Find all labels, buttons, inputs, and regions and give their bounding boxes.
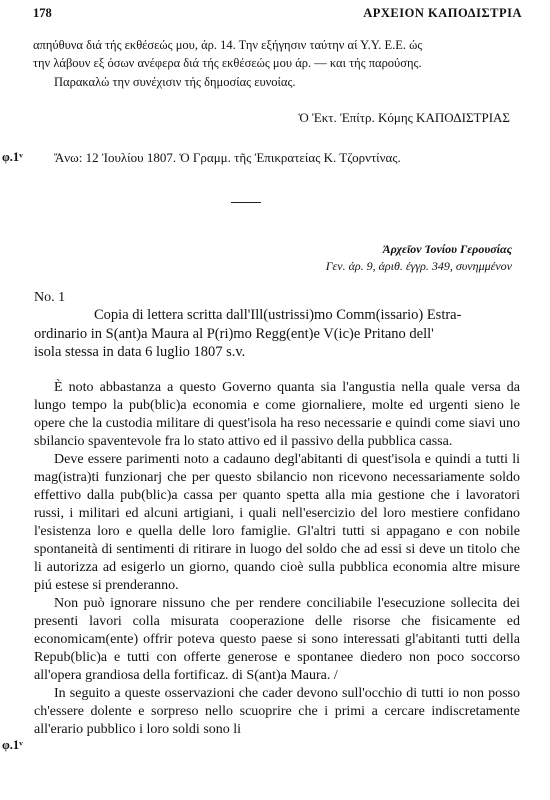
body-paragraph: In seguito a queste osservazioni che cader devono sull'occhio di tutti io non posso ch'essere dolente e sorpreso nello scuoprire che i primi a cercare indiscretamente all'erario pubblico i loro soldi sono li [34, 686, 520, 737]
body-paragraph: Non può ignorare nissuno che per rendere conciliabile l'esecuzione sollecita dei presenti lavori colla misurata cooperazione delle risorse che fisicamente ed economicam(ente) offrir poteva questo paese si sono interessati gl'abitanti tutti della Repub(blic)a e tutti con offerte generose e spontanee diedero non poco soccorso all'opera grandiosa della fortificaz. di S(ant)a Maura. / [34, 596, 520, 683]
source-reference: Γεν. άρ. 9, άριθ. έγγρ. 349, συνημμένον [325, 259, 512, 273]
margin-folio-note: φ.1ᵛ [2, 150, 23, 164]
document-title [34, 306, 520, 362]
document-number: No. 1 [34, 290, 66, 305]
body-paragraph: È noto abbastanza a questo Governo quanta sia l'angustia nella quale versa da lungo tempo la pub(blic)a economia e come giornaliere, molte ed urgenti sieno le opere che la custodia militare di quest'isola ha reso necessarie e quindi come siavi uno sbilancio spaventevole fra lo stato attivo ed il passivo della pubblica cassa. [34, 380, 520, 449]
document-title-line: Copia di lettera scritta dall'Ill(ustrissi)mo Comm(issario) Estra- [94, 307, 462, 323]
source-archive: Ἀρχεῖον Ἰονίου Γερουσίας [382, 242, 512, 256]
greek-line-2: την λάβουν εξ όσων ανέφερα διά τής εκθέσεώς μου άρ. — και τής παρούσης. [33, 56, 422, 70]
margin-folio-note: φ.1ᵛ [2, 738, 23, 752]
anw-line: Ἄνω: 12 Ἰουλίου 1807. Ὁ Γραμμ. τῆς Ἐπικρατείας Κ. Τζορντίνας. [54, 150, 401, 165]
document-body [34, 379, 520, 739]
signature-line: Ὁ Ἐκτ. Ἐπίτρ. Κόμης ΚΑΠΟΔΙΣΤΡΙΑΣ [298, 110, 510, 125]
document-title-line: isola stessa in data 6 luglio 1807 s.v. [34, 344, 246, 360]
section-separator [231, 202, 261, 203]
body-paragraph: Deve essere parimenti noto a cadauno degl'abitanti di quest'isola e quindi a tutti li mag(istra)ti funzionarj che per questo sbilancio non ricevono necessariamente soldo effettivo dalla pub(blic)a cassa per quanto spetta alla mia gestione che i lavoratori russi, i militari ed alcuni artigiani, i quali nell'esercizio del loro mestiere confidano l'esistenza loro e quella delle loro famiglie. Gl'altri tutti si appagano e con nobile spontaneità di sentimenti di ritirare in luogo del soldo che ad essi si deve un titolo che li autorizza ad esigerlo un giorno, quando cioè sulla pubblica economia altre misure piú estese si prenderanno. [34, 452, 520, 593]
running-title: ΑΡΧΕΙΟΝ ΚΑΠΟΔΙΣΤΡΙΑ [363, 6, 522, 20]
greek-line-1: απηύθυνα διά τής εκθέσεώς μου, άρ. 14. Την εξήγησιν ταύτην αί Υ.Υ. Ε.Ε. ώς [33, 38, 423, 52]
page-number: 178 [33, 6, 52, 20]
document-title-line: ordinario in S(ant)a Maura al P(ri)mo Regg(ent)e V(ic)e Pritano dell' [34, 325, 434, 342]
greek-line-3: Παρακαλώ την συνέχισιν τής δημοσίας ευνοίας. [54, 75, 296, 89]
